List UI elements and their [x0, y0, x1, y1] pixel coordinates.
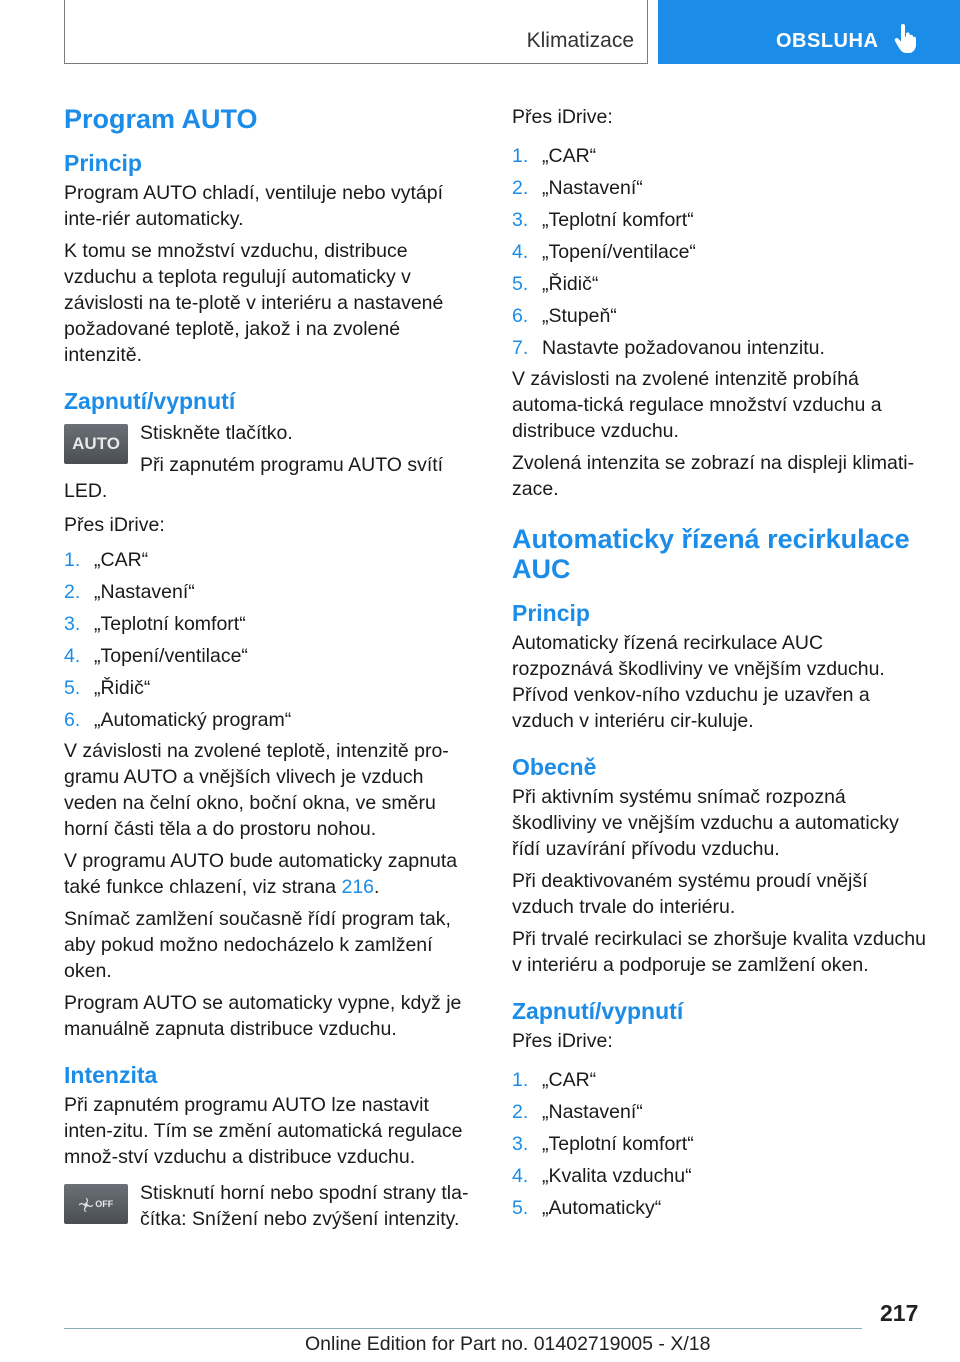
- list-item-number: 4.: [512, 241, 529, 263]
- list-item-text: „Stupeň“: [542, 305, 617, 327]
- left-after-paragraph-2-text: V programu AUTO bude automaticky zapnuta také funkce chlazení, viz strana: [64, 850, 458, 898]
- list-item: [512, 1064, 926, 1096]
- intensity-button-row: [64, 1180, 478, 1242]
- obecne-heading: Obecně: [512, 754, 597, 780]
- list-item-number: 5.: [512, 1197, 529, 1219]
- princip-paragraph-1: Program AUTO chladí, ventiluje nebo vytápí inte-riér automaticky.: [64, 182, 444, 230]
- obecne-paragraph-3: Při trvalé recirkulaci se zhoršuje kvalita vzduchu v interiéru a podporuje se zamlžení oken.: [512, 928, 926, 976]
- right-column: [512, 96, 926, 1226]
- list-item-text: „Nastavení“: [542, 1101, 643, 1123]
- right-steps-list-2: [512, 1064, 926, 1224]
- header-tab[interactable]: [658, 0, 960, 64]
- list-item: [64, 544, 478, 576]
- princip-heading: Princip: [64, 150, 142, 176]
- list-item-number: 5.: [64, 677, 81, 699]
- right-pres-idrive-label-2: Přes iDrive:: [512, 1030, 613, 1052]
- list-item-text: „Řidič“: [94, 677, 151, 699]
- zapnuti-heading: Zapnutí/vypnutí: [64, 388, 236, 414]
- auto-button-icon: AUTO: [64, 424, 128, 464]
- list-item: [64, 608, 478, 640]
- list-item-number: 4.: [512, 1165, 529, 1187]
- intenzita-paragraph-1: Při zapnutém programu AUTO lze nastavit inten-zitu. Tím se změní automatická regulace množ-ství vzduchu a distribuce vzduchu.: [64, 1094, 463, 1168]
- intensity-button-label: OFF: [95, 1199, 114, 1209]
- list-item-number: 3.: [512, 1133, 529, 1155]
- hand-pointer-icon: [894, 24, 918, 54]
- auc-princip-heading: Princip: [512, 600, 590, 626]
- obecne-paragraph-1: Při aktivním systému snímač rozpozná škodliviny ve vnějším vzduchu a automaticky řídí uzavírání přívodu vzduchu.: [512, 786, 899, 860]
- list-item-number: 4.: [64, 645, 81, 667]
- right-steps-list: [512, 140, 926, 364]
- left-after-paragraph-1: V závislosti na zvolené teplotě, intenzitě pro-gramu AUTO a vnějších vlivech je vzduch veden na čelní okno, boční okna, ve směru horní části těla a do prostoru nohou.: [64, 740, 449, 840]
- footer-edition: Online Edition for Part no. 01402719005 - X/18: [305, 1333, 711, 1355]
- right-paragraph-1: V závislosti na zvolené intenzitě probíhá automa-tická regulace množství vzduchu a distribuce vzduchu.: [512, 368, 882, 442]
- list-item-number: 1.: [512, 145, 529, 167]
- list-item: [64, 576, 478, 608]
- left-after-paragraph-2-end: .: [374, 876, 380, 898]
- list-item-text: „Nastavení“: [94, 581, 195, 603]
- list-item-text: „Nastavení“: [542, 177, 643, 199]
- list-item: [512, 236, 926, 268]
- list-item-number: 2.: [512, 177, 529, 199]
- auc-title: Automaticky řízená recirkulace AUC: [512, 524, 910, 584]
- header-tab-label: OBSLUHA: [776, 30, 879, 52]
- list-item-text: „Topení/ventilace“: [542, 241, 696, 263]
- list-item-text: „Teplotní komfort“: [94, 613, 246, 635]
- obecne-paragraph-2: Při deaktivovaném systému proudí vnější vzduch trvale do interiéru.: [512, 870, 868, 918]
- list-item: [512, 204, 926, 236]
- auc-princip-paragraph: Automaticky řízená recirkulace AUC rozpoznává škodliviny ve vnějším vzduchu. Přívod venkov-ního vzduchu je uzavřen a vzduch v interiéru cir-kuluje.: [512, 632, 885, 732]
- left-after-paragraph-2: [64, 848, 478, 900]
- list-item-text: „Řidič“: [542, 273, 599, 295]
- intenzita-paragraph-2: Stisknutí horní nebo spodní strany tla-čítka: Snížení nebo zvýšení intenzity.: [140, 1182, 469, 1230]
- list-item-text: „Topení/ventilace“: [94, 645, 248, 667]
- list-item-number: 7.: [512, 337, 529, 359]
- list-item-text: „CAR“: [542, 145, 597, 167]
- list-item-number: 1.: [64, 549, 81, 571]
- intenzita-heading: Intenzita: [64, 1062, 158, 1088]
- fan-icon: [79, 1198, 93, 1212]
- list-item-text: „Teplotní komfort“: [542, 1133, 694, 1155]
- pres-idrive-label: Přes iDrive:: [64, 514, 165, 536]
- right-paragraph-2: Zvolená intenzita se zobrazí na displeji klimati-zace.: [512, 452, 915, 500]
- list-item: [64, 640, 478, 672]
- list-item-number: 6.: [64, 709, 81, 731]
- list-item-text: „Kvalita vzduchu“: [542, 1165, 692, 1187]
- list-item-text: „CAR“: [542, 1069, 597, 1091]
- list-item: [512, 1192, 926, 1224]
- auto-paragraph-1: Stiskněte tlačítko.: [140, 422, 293, 444]
- list-item: [512, 1096, 926, 1128]
- right-pres-idrive-label: Přes iDrive:: [512, 106, 613, 128]
- header-section-title: Klimatizace: [526, 29, 634, 52]
- left-after-paragraph-4: Program AUTO se automaticky vypne, když je manuálně zapnuta distribuce vzduchu.: [64, 992, 462, 1040]
- list-item-number: 1.: [512, 1069, 529, 1091]
- right-zapnuti-heading: Zapnutí/vypnutí: [512, 998, 684, 1024]
- list-item: [512, 1160, 926, 1192]
- list-item-number: 2.: [512, 1101, 529, 1123]
- page-number: 217: [880, 1300, 919, 1326]
- left-steps-list: [64, 544, 478, 736]
- list-item: [512, 140, 926, 172]
- auto-button-row: [64, 420, 478, 504]
- list-item-text: „Automatický program“: [94, 709, 292, 731]
- list-item-text: „Teplotní komfort“: [542, 209, 694, 231]
- list-item: [512, 268, 926, 300]
- list-item-number: 6.: [512, 305, 529, 327]
- left-column: [64, 96, 478, 1242]
- list-item: [512, 332, 926, 364]
- list-item-number: 2.: [64, 581, 81, 603]
- list-item-text: „Automaticky“: [542, 1197, 662, 1219]
- list-item: [512, 1128, 926, 1160]
- princip-paragraph-2: K tomu se množství vzduchu, distribuce vzduchu a teplota regulují automaticky v závislosti na te-plotě v interiéru a nastavené požadované teplotě, jakož i na zvolené intenzitě.: [64, 240, 444, 366]
- list-item: [512, 172, 926, 204]
- list-item-text: „CAR“: [94, 549, 149, 571]
- list-item-number: 3.: [512, 209, 529, 231]
- list-item: [64, 704, 478, 736]
- auto-paragraph-2: Při zapnutém programu AUTO svítí LED.: [64, 454, 444, 502]
- list-item: [64, 672, 478, 704]
- list-item: [512, 300, 926, 332]
- list-item-number: 5.: [512, 273, 529, 295]
- page-link-216[interactable]: 216: [341, 876, 375, 898]
- page-title: Program AUTO: [64, 104, 258, 134]
- left-after-paragraph-3: Snímač zamlžení současně řídí program tak, aby pokud možno nedocházelo k zamlžení oken.: [64, 908, 451, 982]
- footer-divider: [64, 1328, 862, 1329]
- list-item-text: Nastavte požadovanou intenzitu.: [542, 337, 825, 359]
- list-item-number: 3.: [64, 613, 81, 635]
- intensity-button-icon: [64, 1184, 128, 1224]
